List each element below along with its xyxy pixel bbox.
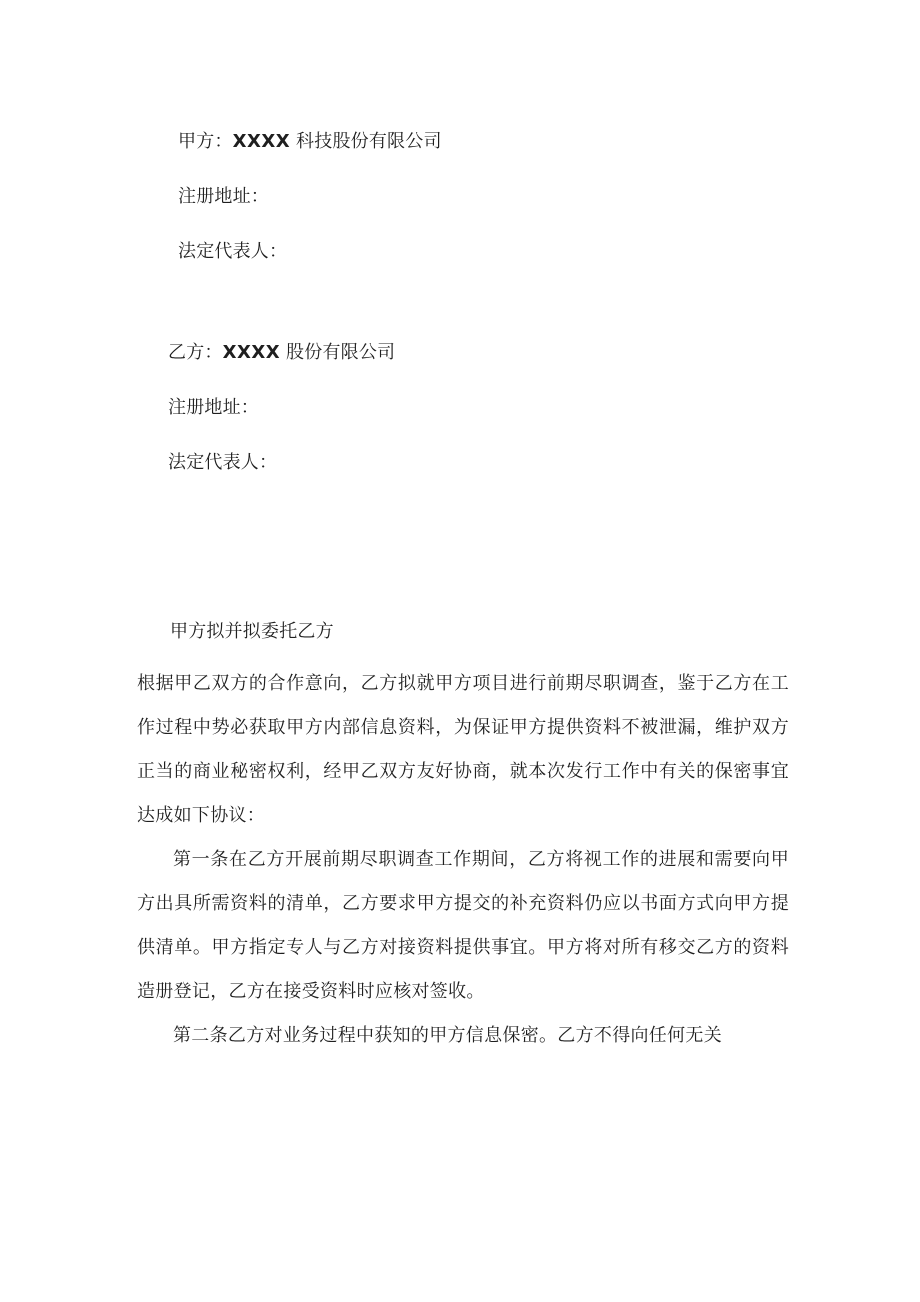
party-b-name-rest: 股份有限公司 [286, 342, 396, 363]
party-a-name-rest: 科技股份有限公司 [296, 131, 442, 152]
party-b-name-bold: XXXX [222, 342, 281, 363]
agreement-body [137, 662, 789, 1058]
party-b-representative-line: 法定代表人： [168, 452, 278, 473]
preamble-paragraph: 根据甲乙双方的合作意向，乙方拟就甲方项目进行前期尽职调查，鉴于乙方在工作过程中势必获取甲方内部信息资料，为保证甲方提供资料不被泄漏，维护双方正当的商业秘密权利，经甲乙双方友好协商，就本次发行工作中有关的保密事宜达成如下协议： [137, 673, 789, 826]
party-a-representative-line: 法定代表人： [178, 241, 288, 262]
party-b-name-line [168, 341, 395, 365]
article-2-paragraph: 第二条乙方对业务过程中获知的甲方信息保密。乙方不得向任何无关 [173, 1025, 722, 1046]
party-b-address-line: 注册地址： [168, 397, 259, 418]
party-a-name-bold: XXXX [232, 131, 291, 152]
article-1-paragraph: 第一条在乙方开展前期尽职调查工作期间，乙方将视工作的进展和需要向甲方出具所需资料的清单，乙方要求甲方提交的补充资料仍应以书面方式向甲方提供清单。甲方指定专人与乙方对接资料提供事宜。甲方将对所有移交乙方的资料造册登记，乙方在接受资料时应核对签收。 [137, 849, 789, 1002]
party-a-label: 甲方： [178, 131, 233, 152]
party-a-name-line [178, 130, 442, 154]
intro-line: 甲方拟并拟委托乙方 [170, 621, 334, 642]
party-a-address-line: 注册地址： [178, 186, 269, 207]
party-b-label: 乙方： [168, 342, 223, 363]
